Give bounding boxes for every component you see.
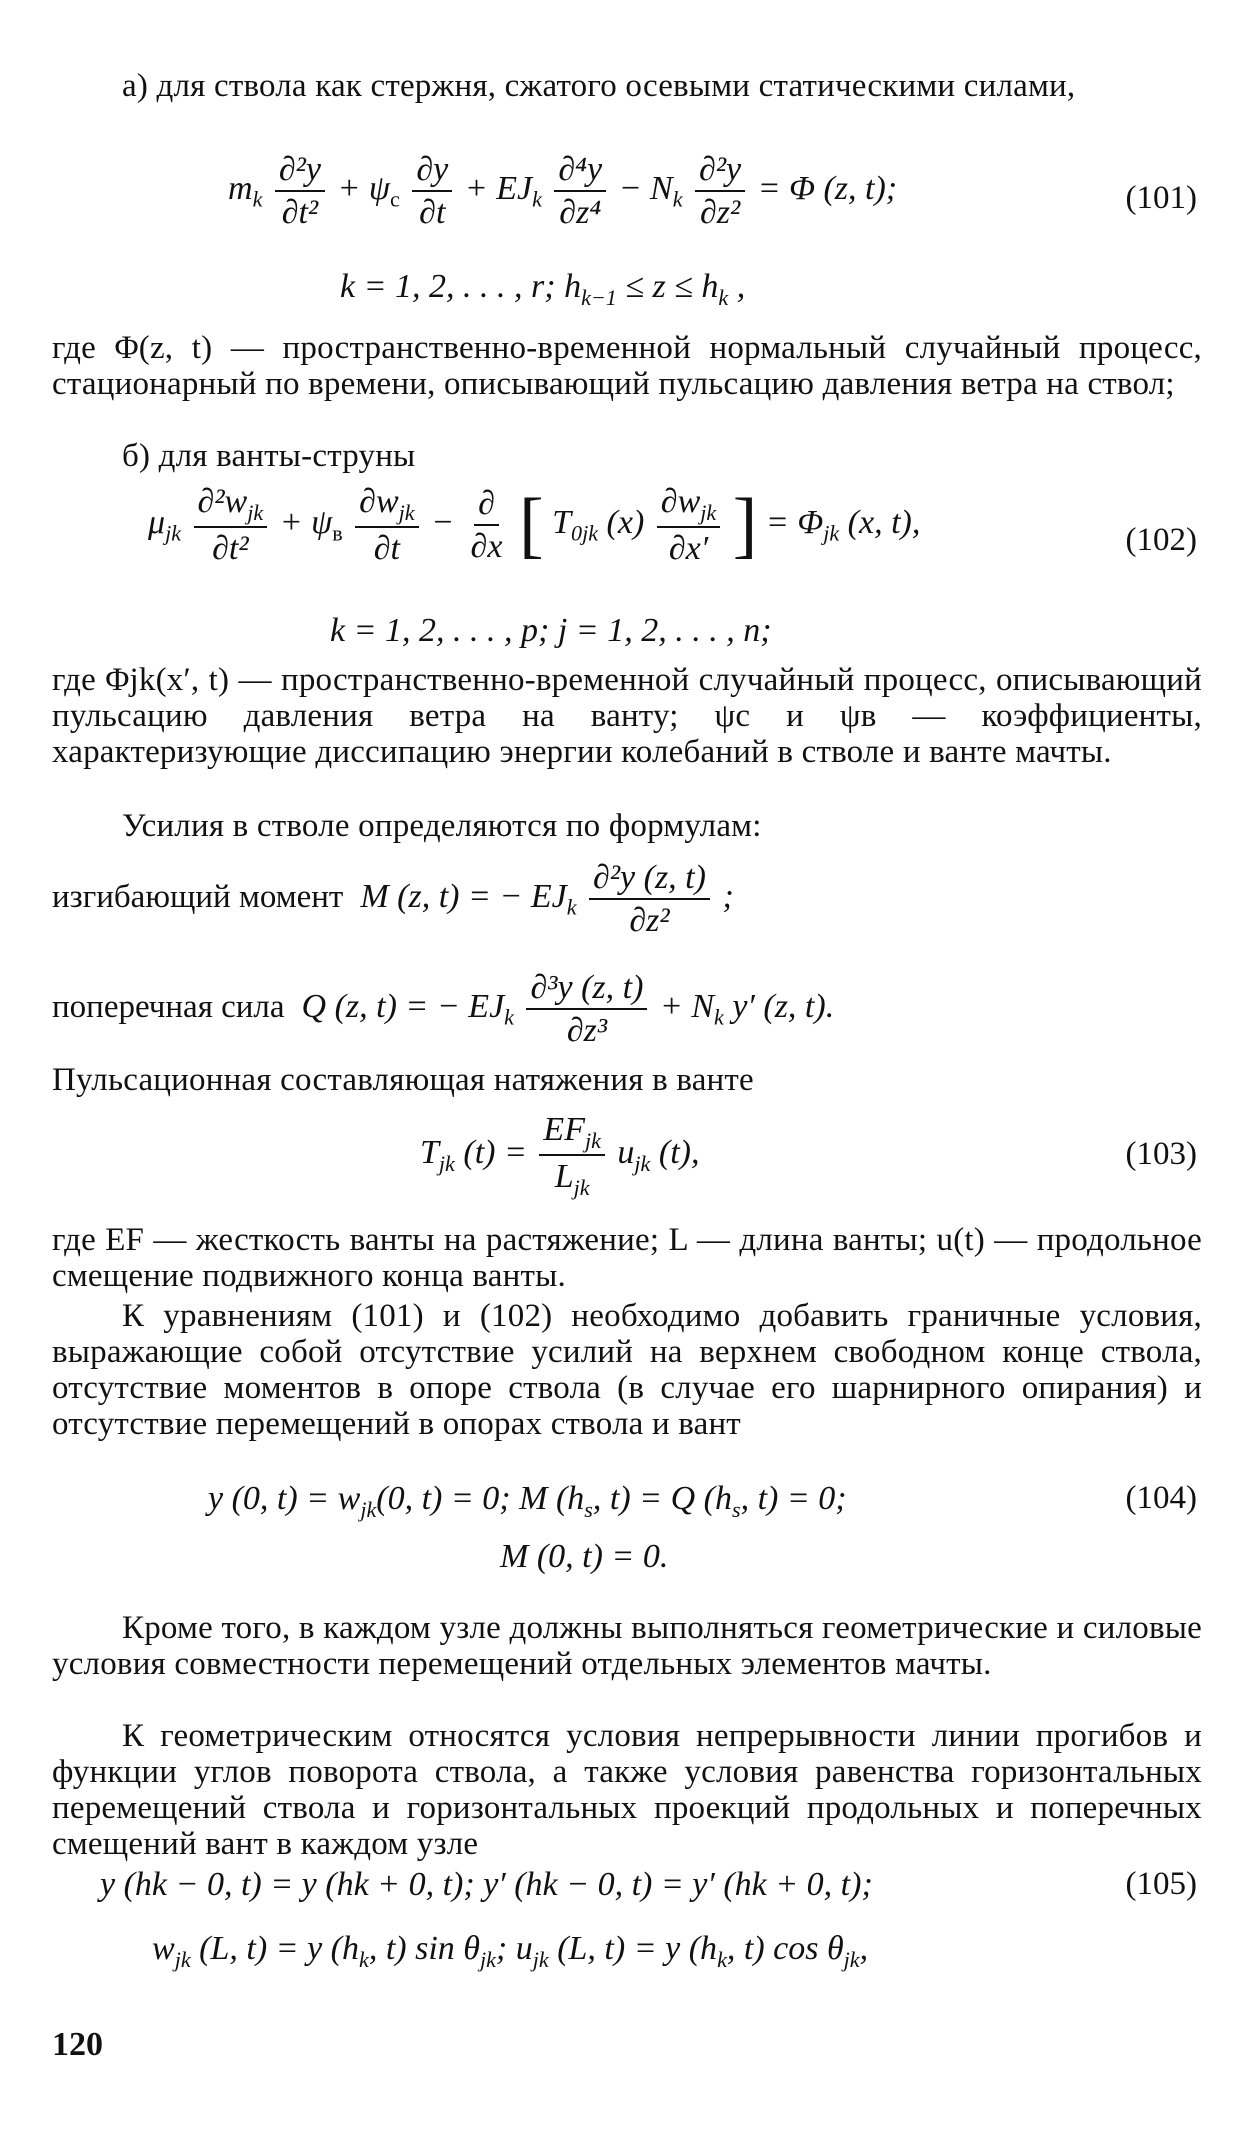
shear-formula — [52, 968, 834, 1050]
eq-fraction — [194, 482, 268, 568]
eq-term: y′ (z, t). — [732, 987, 835, 1025]
eq-term: , t) cos θ — [726, 1930, 844, 1967]
paragraph-phi2 — [52, 662, 1202, 770]
eq-sub: k — [566, 894, 577, 920]
eq-sub: jk — [634, 1150, 651, 1176]
paragraph-bc — [52, 1298, 1202, 1442]
eq-term: , — [859, 1930, 869, 1967]
eq-sub: jk — [573, 1175, 590, 1200]
eq-term: T — [420, 1134, 439, 1171]
eq-term: (t), — [658, 1134, 700, 1171]
paragraph-a — [52, 68, 1202, 104]
paragraph-pulse-text: Пульсационная составляющая натяжения в ванте — [52, 1062, 754, 1098]
paragraph-geom2-text: К геометрическим относятся условия непрерывности линии прогибов и функции углов поворота ствола, а также условия равенства горизонтальных перемещений ствола и горизонтальных проекций продольных и поперечных смещений вант в каждом узле — [52, 1718, 1202, 1862]
eq-sub: k — [718, 284, 729, 310]
eq-sub: jk — [398, 499, 415, 525]
eq-term: T — [552, 503, 572, 541]
eq-sub: jk — [823, 520, 840, 546]
equation-104-line2: M (0, t) = 0. — [500, 1538, 669, 1575]
eq-den: ∂z³ — [566, 1012, 608, 1050]
eq-sub: k — [359, 1946, 369, 1972]
eq-sub: jk — [584, 1127, 601, 1153]
eq-fraction — [412, 150, 452, 232]
eq-term: μ — [148, 503, 166, 541]
eq-term: , t) sin θ — [368, 1930, 480, 1967]
eq-den: ∂z⁴ — [559, 194, 602, 232]
eq-term: = Φ — [765, 503, 824, 541]
eq-term: EF — [543, 1111, 585, 1148]
paragraph-b — [52, 438, 1202, 474]
equation-101-condition — [340, 268, 745, 311]
eq-sub: jk — [700, 499, 717, 525]
equation-103 — [420, 1110, 699, 1200]
eq-sub: k — [717, 1946, 727, 1972]
paragraph-phi — [52, 330, 1202, 402]
moment-label: изгибающий момент — [52, 878, 344, 915]
eq-sub: jk — [479, 1946, 496, 1972]
eq-fraction — [589, 858, 710, 940]
eq-den: ∂x — [470, 528, 503, 566]
eq-sub: s — [731, 1496, 741, 1522]
eq-num — [539, 1110, 605, 1156]
eq-term: − N — [618, 169, 673, 207]
eq-term: u — [617, 1134, 635, 1171]
eq-term: + EJ — [464, 169, 533, 207]
eq-num: ∂²y — [275, 150, 325, 192]
paragraph-geom2 — [52, 1718, 1202, 1862]
eq-term: ; — [722, 877, 734, 915]
equation-number-103: (103) — [1125, 1136, 1197, 1172]
eq-term: L — [554, 1158, 574, 1196]
eq-term: (x, t), — [847, 503, 921, 541]
eq-fraction — [526, 968, 647, 1050]
eq-fraction — [355, 482, 418, 568]
shear-label: поперечная сила — [52, 988, 285, 1025]
eq-term: (L, t) = y (h — [557, 1930, 718, 1967]
eq-sub: jk — [360, 1496, 377, 1522]
paragraph-geom1 — [52, 1610, 1202, 1682]
eq-term: + ψ — [279, 503, 333, 541]
equation-105-line2 — [152, 1930, 868, 1973]
eq-fraction — [275, 150, 325, 232]
eq-den — [551, 1156, 594, 1200]
eq-term: k = 1, 2, . . . , r; h — [340, 268, 582, 305]
eq-den: ∂t — [419, 194, 446, 232]
eq-term: (x) — [606, 503, 645, 541]
equation-number-104: (104) — [1125, 1480, 1197, 1516]
paragraph-phi-text: где Φ(z, t) — пространственно-временной нормальный случайный процесс, стационарный по времени, описывающий пульсацию давления ветра на ствол; — [52, 330, 1202, 402]
equation-101 — [228, 150, 897, 232]
moment-formula — [52, 858, 734, 940]
eq-term: (L, t) = y (h — [199, 1930, 359, 1967]
eq-term: Q (z, t) = − EJ — [301, 987, 505, 1025]
eq-den: ∂z² — [629, 902, 670, 940]
eq-den: ∂t² — [281, 194, 319, 232]
eq-num: ∂³y (z, t) — [526, 968, 647, 1010]
eq-sub: k — [672, 186, 683, 212]
eq-term: , t) = Q (h — [592, 1480, 732, 1517]
page-number: 120 — [52, 2026, 103, 2063]
eq-den: ∂t² — [212, 530, 249, 568]
eq-term: + N — [659, 987, 715, 1025]
eq-den: ∂x′ — [668, 530, 709, 568]
paragraph-phi2-text: где Φjk(x′, t) — пространственно-временной случайный процесс, описывающий пульсацию давления ветра на ванту; ψс и ψв — коэффициенты, характеризующие диссипацию энергии колебаний в стволе и ванте мачты. — [52, 662, 1202, 770]
equation-number-102: (102) — [1125, 522, 1197, 558]
eq-term: + ψ — [337, 169, 391, 207]
eq-term: , t) = 0; — [740, 1480, 847, 1517]
eq-num: ∂ — [474, 484, 499, 526]
eq-sub: k — [252, 186, 263, 212]
equation-104-line1 — [208, 1480, 847, 1523]
eq-term: ∂w — [359, 483, 399, 520]
eq-term: = Φ (z, t); — [757, 169, 898, 207]
paragraph-ef — [52, 1222, 1202, 1294]
eq-term: ≤ z ≤ h — [616, 268, 719, 305]
eq-term: M (z, t) = − EJ — [360, 877, 567, 915]
paragraph-a-text: а) для ствола как стержня, сжатого осевыми статическими силами, — [122, 68, 1076, 104]
paragraph-bc-text: К уравнениям (101) и (102) необходимо добавить граничные условия, выражающие собой отсутствие усилий на верхнем свободном конце ствола, отсутствие моментов в опоре ствола (в случае его шарнирного опирания) и отсутствие перемещений в опорах ствола и вант — [52, 1298, 1202, 1442]
eq-num: ∂⁴y — [554, 150, 606, 192]
eq-num — [355, 482, 418, 528]
eq-sub: s — [584, 1496, 593, 1522]
eq-term: ; u — [495, 1930, 533, 1967]
eq-sub: k−1 — [581, 284, 617, 310]
eq-sub: jk — [532, 1946, 549, 1972]
eq-fraction — [539, 1110, 605, 1200]
eq-term: m — [228, 169, 253, 207]
eq-term: w — [152, 1930, 175, 1967]
eq-fraction — [467, 484, 507, 566]
eq-den: ∂z² — [699, 194, 741, 232]
equation-105-line1: y (hk − 0, t) = y (hk + 0, t); y′ (hk − 0, t) = y′ (hk + 0, t); — [100, 1866, 873, 1903]
equation-number-101: (101) — [1125, 180, 1197, 216]
eq-sub: с — [390, 186, 400, 212]
paragraph-geom1-text: Кроме того, в каждом узле должны выполняться геометрические и силовые условия совместности перемещений отдельных элементов мачты. — [52, 1610, 1202, 1682]
eq-term: (0, t) = 0; M (h — [376, 1480, 585, 1517]
eq-den: ∂t — [373, 530, 400, 568]
eq-sub: jk — [174, 1946, 191, 1972]
eq-sub: k — [714, 1004, 724, 1030]
eq-num: ∂²y — [695, 150, 745, 192]
eq-num — [194, 482, 268, 528]
eq-sub: k — [532, 186, 542, 212]
paragraph-pulse — [52, 1062, 1202, 1098]
equation-number-105: (105) — [1125, 1866, 1197, 1902]
equation-102 — [148, 482, 920, 568]
eq-term: , — [728, 268, 746, 305]
paragraph-ef-text: где EF — жесткость ванты на растяжение; L — длина ванты; u(t) — продольное смещение подвижного конца ванты. — [52, 1222, 1202, 1294]
paragraph-forces — [52, 808, 1202, 844]
eq-fraction — [657, 482, 720, 568]
equation-102-condition: k = 1, 2, . . . , p; j = 1, 2, . . . , n; — [330, 612, 772, 649]
eq-sub: в — [332, 520, 343, 546]
eq-sub: 0jk — [571, 520, 599, 546]
eq-bracket-left: [ — [518, 484, 544, 567]
eq-term: (t) = — [463, 1134, 527, 1171]
eq-sub: jk — [843, 1946, 860, 1972]
eq-sub: jk — [165, 520, 182, 546]
eq-term: ∂²w — [197, 483, 248, 520]
eq-num: ∂y — [412, 150, 452, 192]
eq-sub: k — [504, 1004, 514, 1030]
eq-fraction — [554, 150, 606, 232]
paragraph-forces-text: Усилия в стволе определяются по формулам: — [122, 808, 762, 844]
paragraph-b-text: б) для ванты-струны — [122, 438, 416, 474]
eq-sub: jk — [438, 1150, 455, 1176]
eq-bracket-right: ] — [732, 484, 758, 567]
eq-fraction — [695, 150, 745, 232]
eq-term: ∂w — [660, 483, 701, 520]
eq-term: − — [431, 503, 455, 541]
eq-num: ∂²y (z, t) — [589, 858, 710, 900]
eq-num — [657, 482, 720, 528]
eq-sub: jk — [247, 499, 264, 525]
eq-term: y (0, t) = w — [208, 1480, 361, 1517]
